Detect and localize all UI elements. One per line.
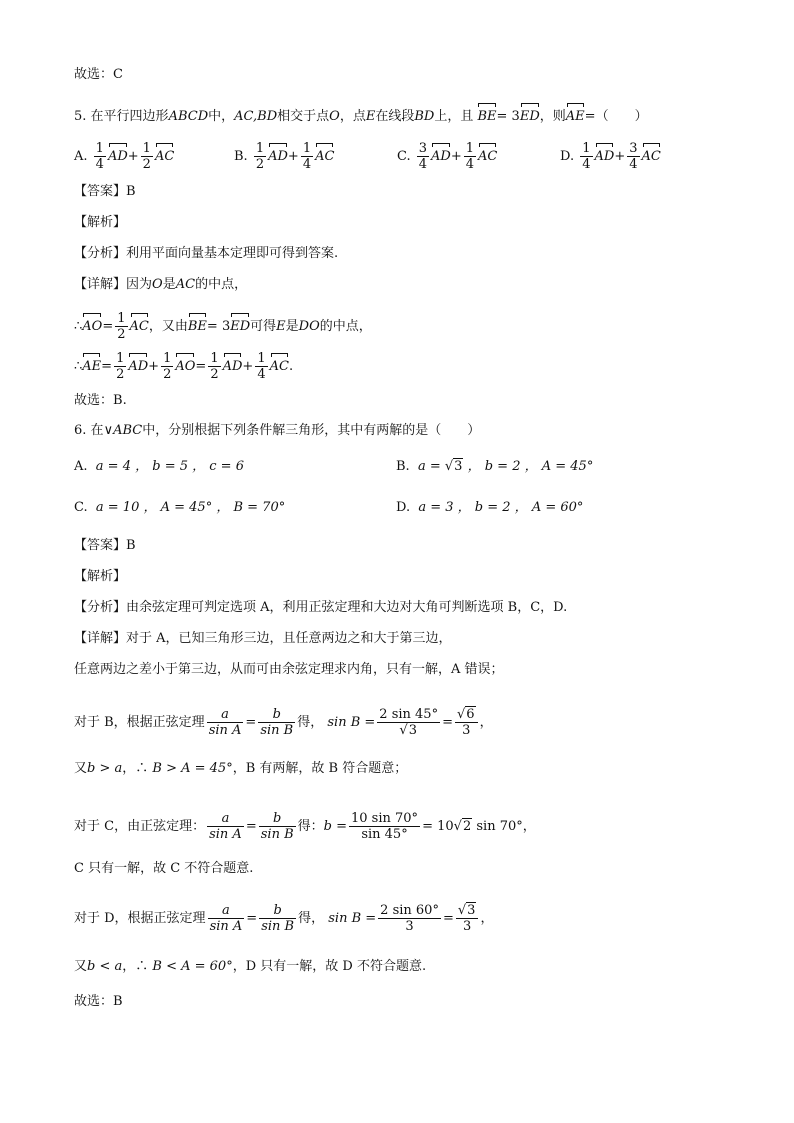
prev-choice-line (74, 66, 123, 84)
q5-detail-1 (74, 276, 247, 294)
text: 是 (285, 319, 299, 334)
plus: + (614, 149, 626, 164)
q6-detail-c (74, 802, 536, 842)
fraction (207, 708, 244, 737)
q5-stem (74, 102, 648, 126)
text: 又 (74, 761, 88, 776)
fenxi-text: 由余弦定理可判定选项 A，利用正弦定理和大边对大角可判断选项 B，C，D. (126, 600, 568, 615)
den: 4 (95, 157, 104, 172)
fraction (377, 708, 440, 737)
q6-number: 6. (74, 423, 87, 438)
vector: AD (431, 142, 451, 166)
den: 4 (257, 367, 266, 382)
comma: ， (480, 911, 494, 926)
q5-option-d (560, 142, 661, 171)
therefore-symbol: ∴ (74, 319, 83, 334)
text: 在 (90, 423, 104, 438)
num: a (207, 708, 244, 723)
q5-answer (74, 183, 136, 201)
den: 3 (405, 919, 414, 934)
q5-text: 相交于点 (277, 109, 330, 124)
formula (74, 311, 372, 342)
text: 的中点， (319, 319, 372, 334)
q5-text: 在平行四边形 (90, 109, 169, 124)
sqrt-radicand: 6 (466, 707, 475, 722)
num: 1 (465, 141, 475, 156)
plus: + (287, 149, 299, 164)
num: 1 (210, 351, 219, 366)
num: √6 (455, 708, 478, 723)
den: 2 (117, 327, 126, 342)
q6-option-b: B. a = √3 ， b = 2 ， A = 45° (396, 459, 594, 474)
vector-be: BE (188, 312, 207, 336)
math: sin B = (327, 715, 376, 730)
text: 可得 (250, 319, 277, 334)
vector-ao: AO (82, 312, 102, 336)
vector: AC (315, 142, 334, 166)
q5-option-c (397, 142, 497, 171)
den: sin B (261, 919, 295, 934)
fraction (464, 142, 476, 171)
num: 1 (95, 141, 104, 156)
choice-prefix: 故选： (74, 67, 114, 82)
den: sin B (260, 723, 294, 738)
option-text: a = 10 ， A = 45° ， B = 70° (95, 500, 286, 515)
fenxi-tag: 【分析】 (74, 246, 127, 261)
fraction (94, 142, 106, 171)
num: a (207, 812, 244, 827)
period: . (288, 359, 294, 374)
fraction (255, 352, 267, 381)
text: 得： (297, 819, 324, 834)
fenxi-tag: 【分析】 (74, 600, 127, 615)
q5-text: 在线段 (375, 109, 415, 124)
text: 的中点， (195, 277, 248, 292)
formula: 对于 C，由正弦定理： $\frac{a}{\text{sin A}}$ = $\frac{b}{\text{sin B}}$ 得：b = $\frac{10 \sin 70^\circ}{\sin 45^\circ}$ = 10√2 sin 70°， (74, 811, 536, 842)
option-label: B. (396, 459, 410, 474)
vector-ad: AD (223, 352, 243, 376)
choice-value: B (113, 994, 123, 1009)
text: ，D 只有一解，故 D 不符合题意. (232, 959, 427, 974)
num: √3 (456, 904, 479, 919)
vector: AC (642, 142, 661, 166)
equals: = (101, 359, 113, 374)
num: 1 (582, 141, 591, 156)
math: DO (298, 319, 320, 334)
plus: + (148, 359, 160, 374)
q6-detail-c2 (74, 860, 253, 878)
math: b > a (87, 761, 123, 776)
fraction (417, 142, 429, 171)
math: AC (175, 277, 196, 292)
math: b = (323, 819, 347, 834)
fraction (254, 142, 266, 171)
fraction (208, 352, 220, 381)
choice-prefix: 故选： (74, 994, 114, 1009)
num: 1 (255, 141, 265, 156)
q5-math: AC,BD (234, 109, 278, 124)
equals: = 3 (206, 319, 231, 334)
q6-detail-d2 (74, 958, 426, 976)
option-label: D. (396, 500, 411, 515)
num: b (258, 708, 295, 723)
answer-value: B (126, 538, 136, 553)
q6-conclusion (74, 993, 123, 1011)
sqrt-radicand: 3 (408, 723, 417, 738)
den: √3 (399, 723, 417, 738)
text: ，∴ (122, 761, 149, 776)
q6-detail-b2 (74, 760, 407, 778)
num: 3 (418, 141, 428, 156)
q5-math: O (329, 109, 340, 124)
option-label: A. (74, 459, 88, 474)
q6-jiexi (74, 568, 126, 586)
plus: + (242, 359, 254, 374)
fraction (349, 812, 420, 841)
vector: AC (478, 142, 497, 166)
equals: = (442, 715, 453, 730)
answer-value: B (126, 184, 136, 199)
equals: = (442, 911, 454, 926)
q5-math: E (365, 109, 376, 124)
text: 得， (298, 911, 325, 926)
text: ，又由 (148, 319, 188, 334)
den: 4 (465, 157, 475, 172)
answer-blank: （ ） (595, 109, 648, 124)
den: 2 (163, 367, 172, 382)
option-label: A. (74, 149, 88, 164)
math: O (152, 277, 163, 292)
fraction (258, 708, 295, 737)
fraction (114, 352, 126, 381)
text: 中，分别根据下列条件解三角形，其中有两解的是（ ） (142, 423, 481, 438)
vector-ac: AC (130, 312, 149, 336)
choice-prefix: 故选： (74, 393, 114, 408)
text: ，B 有两解，故 B 符合题意； (232, 761, 408, 776)
vector: AD (595, 142, 615, 166)
q5-option-a (74, 142, 174, 171)
num: 2 sin 45° (379, 707, 439, 722)
q6-answer (74, 537, 136, 555)
text: 是 (162, 277, 176, 292)
option-label: D. (560, 149, 575, 164)
vector-ed: ED (230, 312, 250, 336)
math: = 10 (422, 819, 454, 834)
q6-option-c (74, 499, 285, 517)
den: 2 (210, 367, 219, 382)
vector: AD (108, 142, 128, 166)
equals: = (245, 819, 257, 834)
plus: + (127, 149, 139, 164)
sqrt-radicand: 2 (462, 819, 472, 834)
den: 4 (582, 157, 591, 172)
plus: + (450, 149, 462, 164)
text: 任意两边之差小于第三边，从而可由余弦定理求内角，只有一解，A 错误； (74, 662, 504, 677)
equals: = (102, 319, 114, 334)
num: 1 (302, 141, 312, 156)
option-text: a = (417, 459, 441, 474)
option-text: a = 4 ， b = 5 ， c = 6 (95, 459, 244, 474)
q6-detail-d (74, 894, 493, 934)
fenxi-text: 利用平面向量基本定理即可得到答案. (126, 246, 339, 261)
den: sin A (209, 827, 242, 842)
vector-ae: AE (566, 102, 585, 126)
text: 对于 B，根据正弦定理 (74, 715, 205, 730)
num: 1 (257, 351, 266, 366)
fraction (301, 142, 313, 171)
fraction (259, 904, 296, 933)
vector-be: BE (477, 102, 496, 126)
q5-math: BD (414, 109, 435, 124)
sqrt-radicand: 3 (454, 459, 463, 474)
xiangjie-tag: 【详解】 (74, 277, 127, 292)
fraction (207, 812, 244, 841)
equals: = (195, 359, 207, 374)
jiexi-tag: 【解析】 (74, 569, 127, 584)
option-label: B. (234, 149, 248, 164)
q5-fenxi (74, 245, 338, 263)
text: 对于 D，根据正弦定理 (74, 911, 206, 926)
therefore-symbol: ∴ (74, 359, 83, 374)
math: sin B = (328, 911, 377, 926)
fraction (378, 904, 441, 933)
fraction (161, 352, 173, 381)
option-label: C. (397, 149, 411, 164)
q6-fenxi (74, 599, 567, 617)
answer-tag: 【答案】 (74, 184, 127, 199)
sqrt-radicand: 3 (467, 903, 476, 918)
choice-value: B. (113, 393, 127, 408)
vector-ae: AE (82, 352, 101, 376)
den: 3 (463, 919, 472, 934)
num: a (208, 904, 245, 919)
num: 3 (629, 141, 638, 156)
num: 1 (142, 141, 151, 156)
fraction (455, 708, 478, 737)
text: C 只有一解，故 C 不符合题意. (74, 861, 254, 876)
q5-text: 上，且 (434, 109, 474, 124)
option-text: a = 3 ， b = 2 ， A = 60° (418, 500, 584, 515)
math: E (276, 319, 286, 334)
den: sin A (208, 723, 242, 738)
text: 对于 C，由正弦定理： (74, 819, 206, 834)
den: sin B (260, 827, 294, 842)
choice-value: C (113, 67, 123, 82)
math: B > A = 45° (152, 761, 233, 776)
vector-ed: ED (520, 102, 540, 126)
num: 1 (117, 311, 126, 326)
q6-stem (74, 422, 480, 440)
num: 10 sin 70° (351, 811, 419, 826)
comma: ， (522, 819, 536, 834)
text: 对于 A，已知三角形三边，且任意两边之和大于第三边， (126, 631, 452, 646)
comma: ， (479, 715, 493, 730)
q5-detail-2 (74, 304, 372, 342)
math: b < a (87, 959, 123, 974)
equals: = (245, 715, 257, 730)
q5-text: ，则 (539, 109, 566, 124)
equals: = (584, 109, 596, 124)
num: 1 (116, 351, 125, 366)
den: 3 (462, 723, 471, 738)
text: ，∴ (122, 959, 149, 974)
q5-detail-3 (74, 344, 294, 382)
math: sin 70° (476, 819, 523, 834)
den: 4 (418, 157, 428, 172)
jiexi-tag: 【解析】 (74, 215, 127, 230)
text: 因为 (126, 277, 153, 292)
q6-option-d (396, 499, 583, 517)
option-label: C. (74, 500, 88, 515)
formula (74, 351, 294, 382)
den: 2 (142, 157, 151, 172)
fraction (115, 312, 127, 341)
math: B < A = 60° (152, 959, 233, 974)
num: b (259, 904, 296, 919)
q6-option-a (74, 458, 244, 476)
q6-detail-b (74, 698, 493, 738)
den: sin A (209, 919, 243, 934)
num: b (259, 812, 296, 827)
q5-math: ABCD (168, 109, 209, 124)
math: ∨ABC (103, 423, 143, 438)
fraction (208, 904, 245, 933)
den: 2 (255, 157, 265, 172)
q5-text: ，点 (339, 109, 366, 124)
q6-detail-a1 (74, 630, 452, 648)
q5-number: 5. (74, 109, 87, 124)
den: 4 (302, 157, 312, 172)
den: sin 45° (361, 827, 408, 842)
vector: AC (155, 142, 174, 166)
q5-text: 中， (208, 109, 235, 124)
equals: = (246, 911, 258, 926)
num: 1 (163, 351, 172, 366)
vector-ac: AC (270, 352, 289, 376)
fraction (580, 142, 592, 171)
q6-detail-a2 (74, 661, 504, 679)
option-text: ， b = 2 ， A = 45° (467, 459, 594, 474)
fraction (456, 904, 479, 933)
equals: = 3 (496, 109, 520, 124)
q5-jiexi (74, 214, 126, 232)
den: 4 (629, 157, 638, 172)
text: 得， (297, 715, 324, 730)
xiangjie-tag: 【详解】 (74, 631, 127, 646)
formula (74, 707, 493, 738)
num: 2 sin 60° (380, 903, 439, 918)
vector-ao: AO (175, 352, 195, 376)
text: 又 (74, 959, 88, 974)
den: 2 (116, 367, 125, 382)
q5-option-b (234, 142, 334, 171)
fraction (259, 812, 296, 841)
vector-ad: AD (128, 352, 148, 376)
fraction (141, 142, 153, 171)
fraction (627, 142, 639, 171)
vector: AD (268, 142, 288, 166)
formula (74, 903, 494, 934)
answer-tag: 【答案】 (74, 538, 127, 553)
q5-conclusion (74, 392, 127, 410)
